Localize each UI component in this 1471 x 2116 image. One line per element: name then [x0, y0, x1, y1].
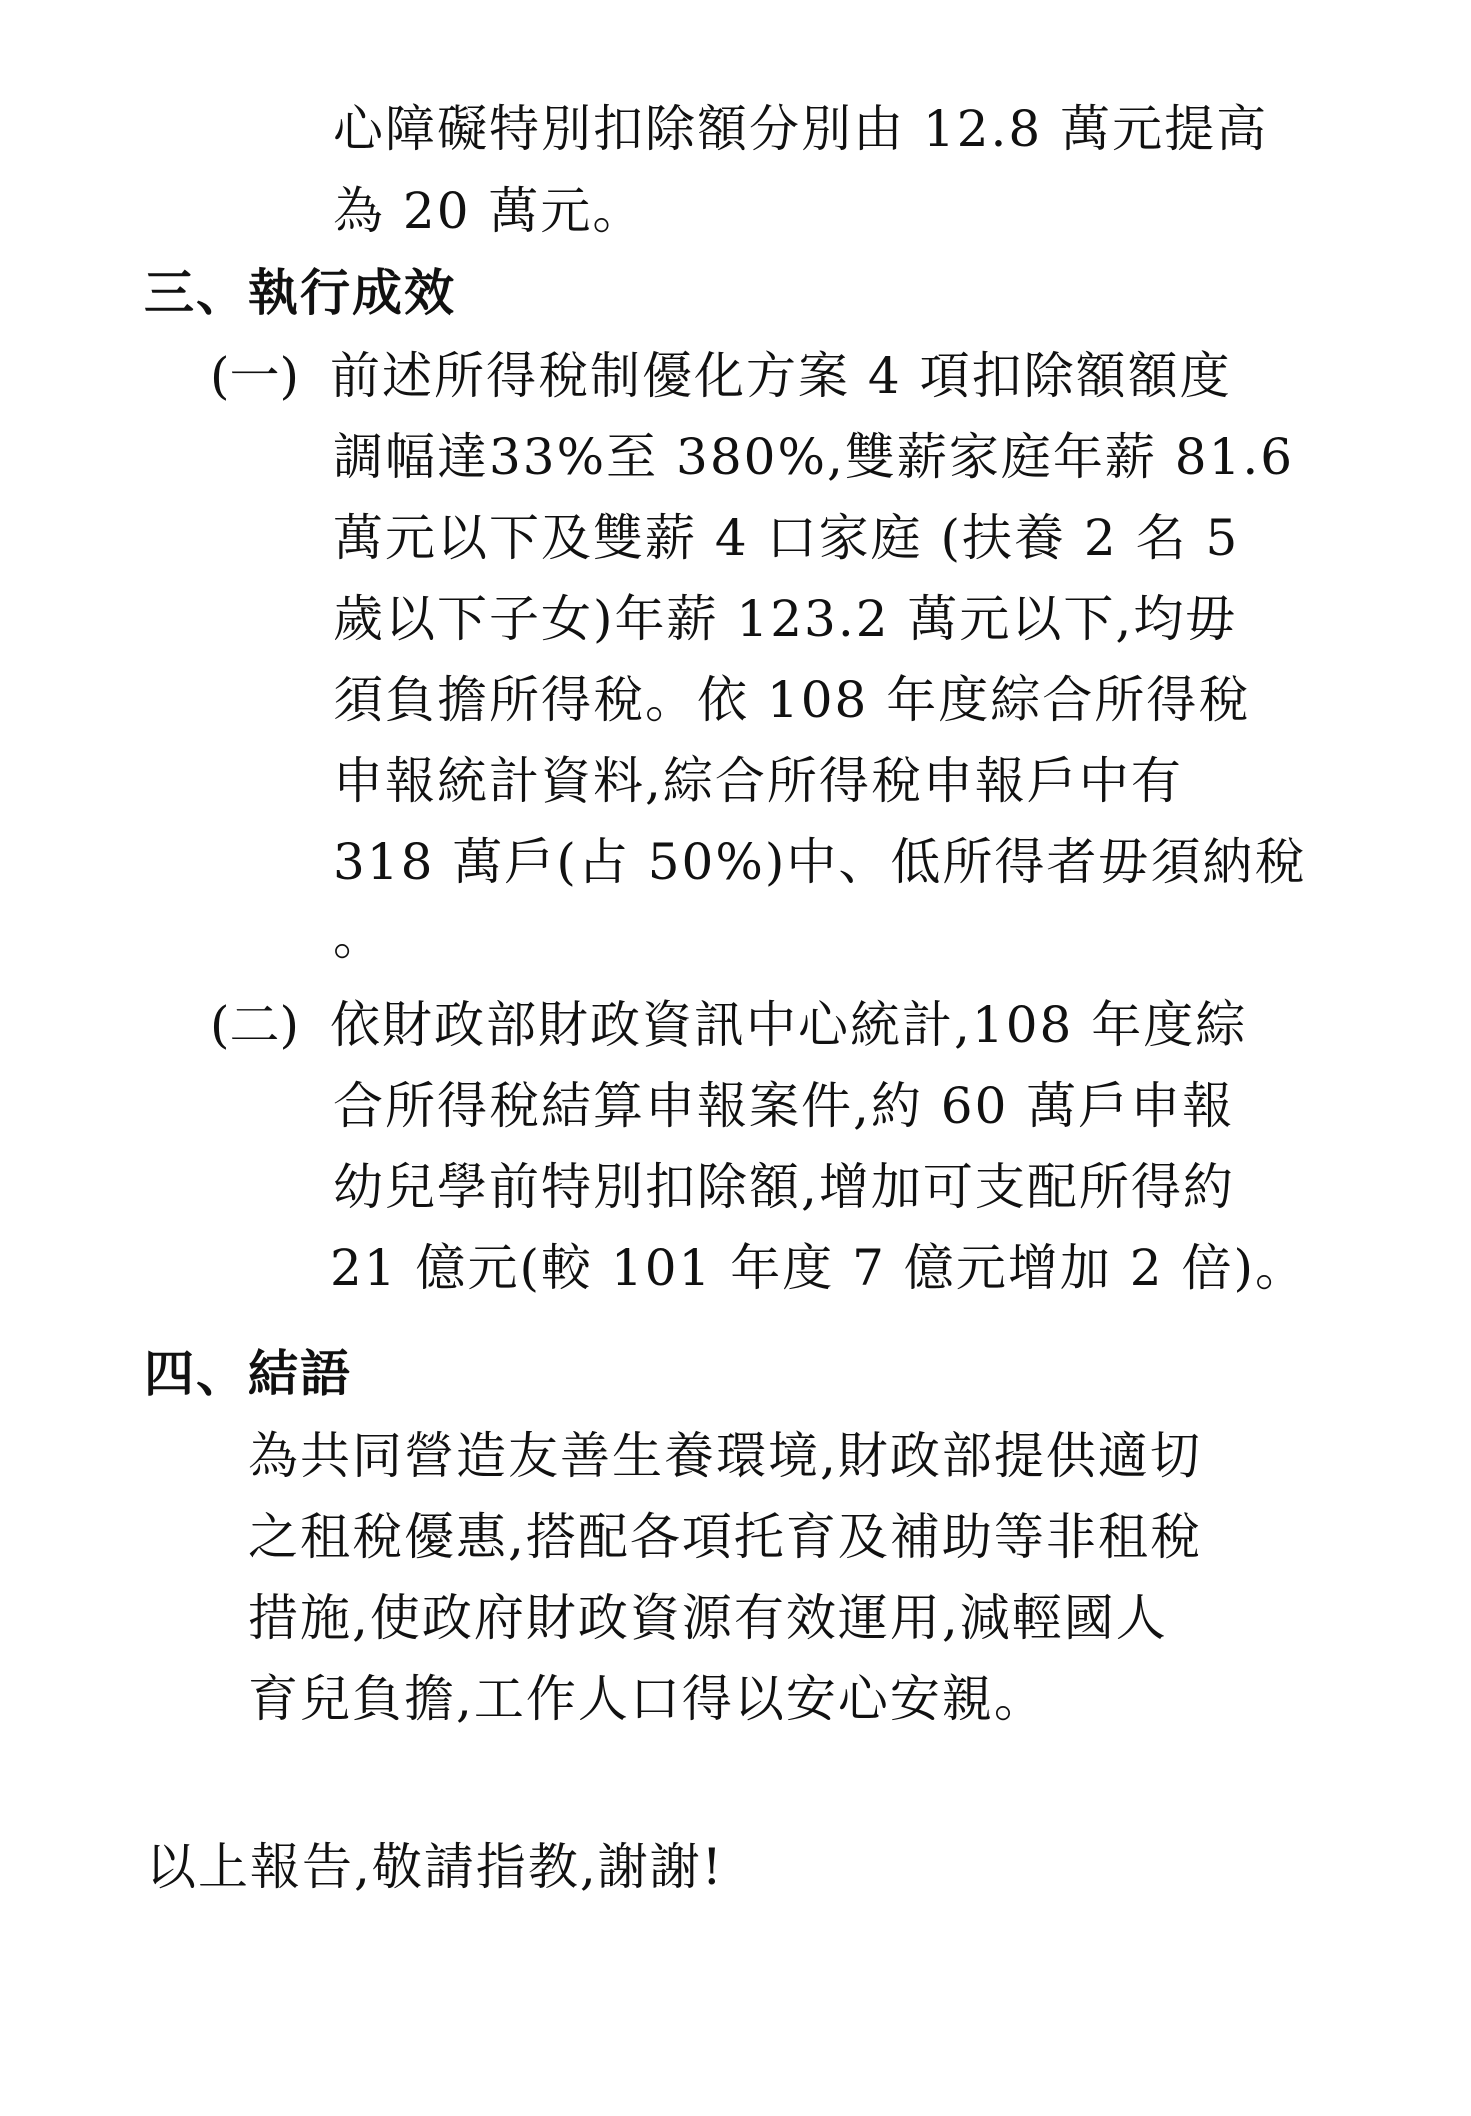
item-1-line-4: 歲以下子女)年薪 123.2 萬元以下,均毋	[333, 590, 1238, 648]
conclusion-line-3: 措施,使政府財政資源有效運用,減輕國人	[248, 1589, 1168, 1647]
item-2-line-4: 21 億元(較 101 年度 7 億元增加 2 倍)。	[330, 1239, 1307, 1297]
conclusion-line-1: 為共同營造友善生養環境,財政部提供適切	[248, 1427, 1202, 1485]
closing-line: 以上報告,敬請指教,謝謝!	[146, 1838, 724, 1896]
section-3-heading: 三、執行成效	[144, 264, 456, 322]
item-1-line-5: 須負擔所得稅。依 108 年度綜合所得稅	[333, 671, 1251, 729]
section-4-heading: 四、結語	[144, 1345, 352, 1403]
intro-line-1: 心障礙特別扣除額分別由 12.8 萬元提高	[333, 100, 1269, 158]
conclusion-line-4: 育兒負擔,工作人口得以安心安親。	[248, 1670, 1046, 1728]
item-1-marker: (一)	[210, 347, 300, 405]
item-1-line-6: 申報統計資料,綜合所得稅申報戶中有	[333, 752, 1183, 810]
item-2-marker: (二)	[210, 996, 300, 1054]
intro-line-2: 為 20 萬元。	[333, 182, 645, 240]
item-2-line-1: 依財政部財政資訊中心統計,108 年度綜	[330, 996, 1248, 1054]
item-1-line-8: 。	[333, 908, 385, 966]
item-2-line-2: 合所得稅結算申報案件,約 60 萬戶申報	[333, 1077, 1235, 1135]
item-2-line-3: 幼兒學前特別扣除額,增加可支配所得約	[333, 1158, 1235, 1216]
item-1-line-2: 調幅達33%至 380%,雙薪家庭年薪 81.6	[333, 428, 1295, 486]
conclusion-line-2: 之租稅優惠,搭配各項托育及補助等非租稅	[248, 1508, 1202, 1566]
item-1-line-7: 318 萬戶(占 50%)中、低所得者毋須納稅	[333, 833, 1307, 891]
item-1-line-3: 萬元以下及雙薪 4 口家庭 (扶養 2 名 5	[333, 509, 1240, 567]
item-1-line-1: 前述所得稅制優化方案 4 項扣除額額度	[330, 347, 1232, 405]
